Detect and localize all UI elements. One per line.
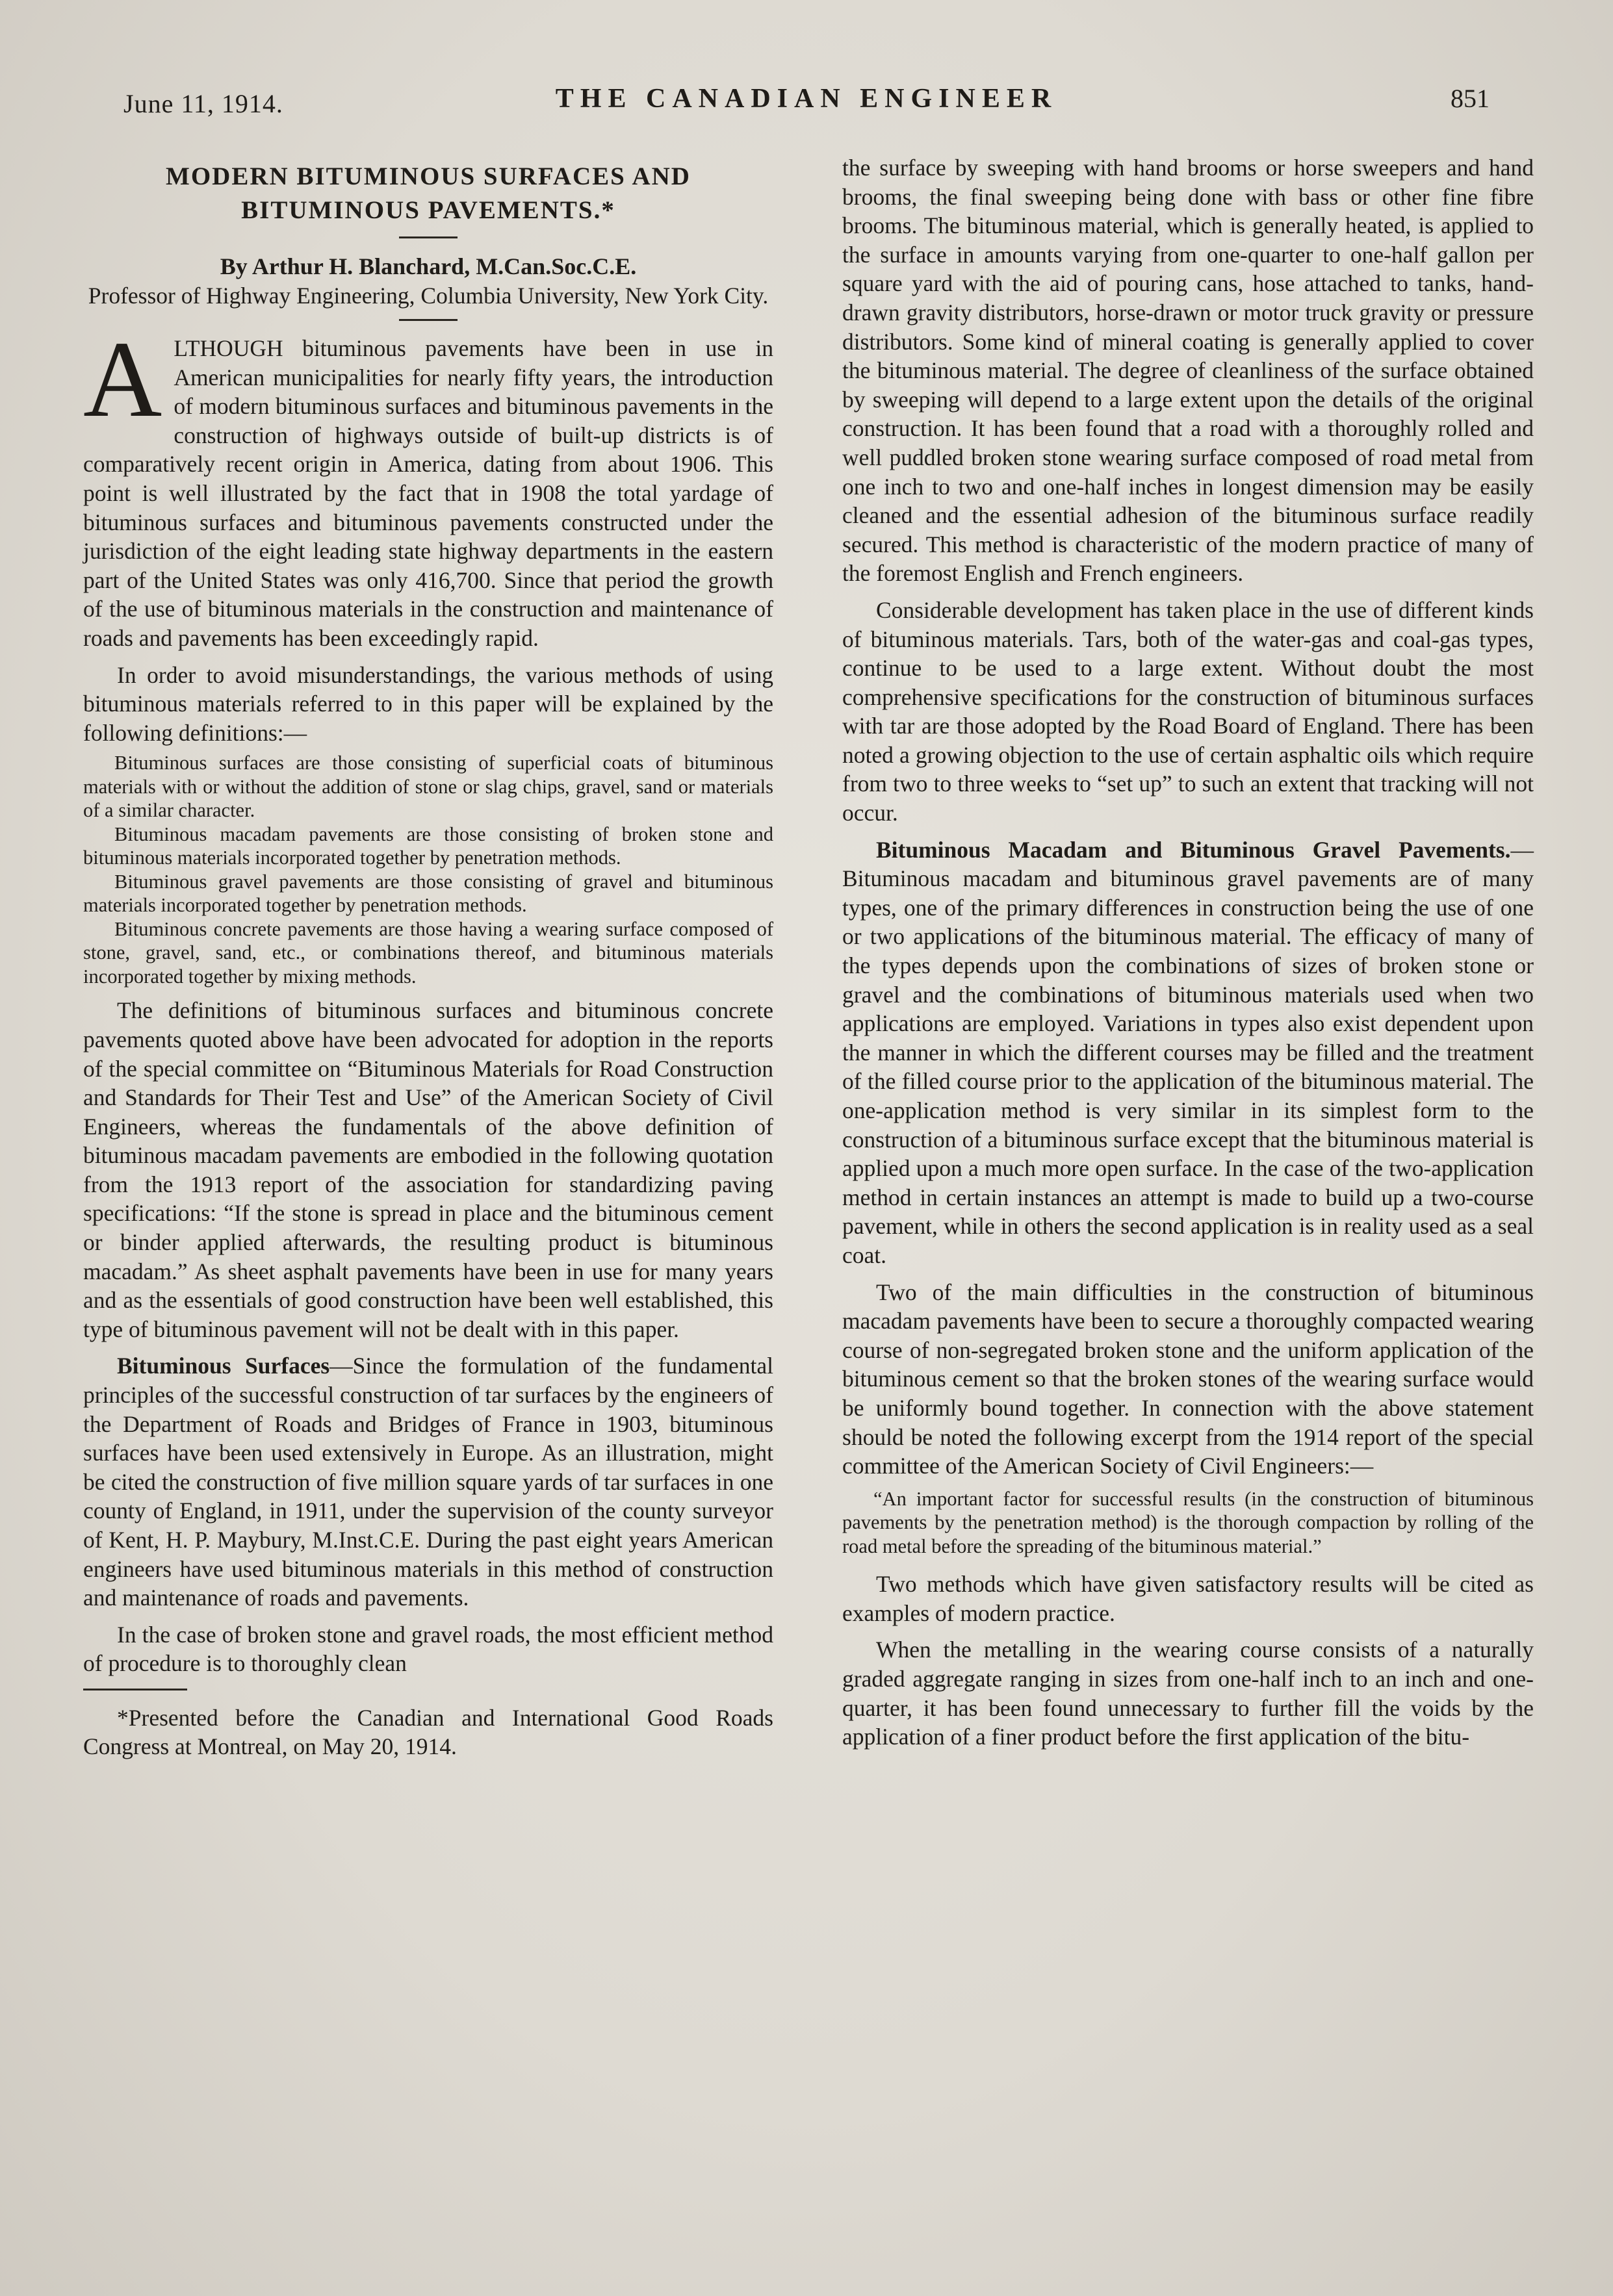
drop-cap: A xyxy=(83,319,162,440)
author-byline: By Arthur H. Blanchard, M.Can.Soc.C.E. xyxy=(220,253,637,279)
footnote xyxy=(83,1703,773,1761)
intro-text: LTHOUGH bituminous pavements have been in use in American municipalities for nearly fifty years, the introduction of modern bituminous surfaces and bituminous pavements in the construction of highways outside of built-up districts is of comparatively recent origin in America, dating from about 1906. This point is well illustrated by the fact that in 1908 the total yardage of bituminous surfaces and bituminous pavements constructed under the jurisdiction of the eight leading state highway departments in the eastern part of the United States was only 416,700. Since that period the growth of the use of bituminous materials in the construction and maintenance of roads and pavements has been exceedingly rapid. xyxy=(83,335,773,651)
intro-paragraph xyxy=(83,319,773,653)
page-number: 851 xyxy=(1451,84,1490,113)
issue-date: June 11, 1914. xyxy=(123,89,283,118)
development-paragraph: Considerable development has taken place in the use of different kinds of bituminous materials. Tars, both of the water-gas and coal-gas types, continue to be used to a large extent. Without doubt the most comprehensive specifications for the construction of bituminous surfaces with tar are those adopted by the Road Board of England. There has been noted a growing objection to the use of certain asphaltic oils which require from two to three weeks to “set up” to such an extent that tracking will not occur. xyxy=(842,596,1534,826)
surfaces-paragraph xyxy=(83,1351,773,1612)
definition-item: Bituminous concrete pavements are those having a wearing surface composed of stone, gravel, sand, etc., or combinations thereof, and bituminous materials incorporated together by mixing methods. xyxy=(83,917,773,988)
two-methods-paragraph: Two methods which have given satisfactory results will be cited as examples of modern practice. xyxy=(842,1571,1534,1626)
title-rule xyxy=(399,236,458,238)
section-heading-surfaces: Bituminous Surfaces xyxy=(117,1353,330,1379)
section-heading-macadam: Bituminous Macadam and Bituminous Gravel Pavements. xyxy=(876,836,1511,863)
definition-item: Bituminous surfaces are those consisting of superficial coats of bituminous materials with or without the addition of stone or slag chips, gravel, sand or materials of a similar character. xyxy=(83,752,773,822)
definition-item: Bituminous macadam pavements are those consisting of broken stone and bituminous materials incorporated together by penetration methods. xyxy=(83,823,773,869)
definition-item: Bituminous gravel pavements are those consisting of gravel and bituminous materials incorporated together by penetration methods. xyxy=(83,870,773,917)
article-title: MODERN BITUMINOUS SURFACES AND BITUMINOUS PAVEMENTS.* xyxy=(166,162,691,224)
sweeping-paragraph: the surface by sweeping with hand brooms or horse sweepers and hand brooms, the final sweeping being done with bass or other fine fibre brooms. The bituminous material, which is generally heated, is applied to the surface in amounts varying from one-quarter to one-half gallon per square yard with the aid of pouring cans, hose attached to tanks, hand-drawn gravity distributors, horse-drawn or motor truck gravity or pressure distributors. Some kind of mineral coating is generally applied to cover the bituminous material. The degree of cleanliness of the surface obtained by sweeping will depend to a large extent upon the details of the original construction. It has been found that a road with a thoroughly rolled and well puddled broken stone wearing surface composed of road metal from one inch to two and one-half inches in longest dimension may be easily cleaned and the essential adhesion of the bituminous surface readily secured. This method is characteristic of the modern practice of many of the foremost English and French engineers. xyxy=(842,155,1534,587)
broken-stone-paragraph: In the case of broken stone and gravel roads, the most efficient method of procedure is to thoroughly clean xyxy=(83,1621,773,1677)
right-column xyxy=(842,153,1534,1752)
definitions-discussion: The definitions of bituminous surfaces and bituminous concrete pavements quoted above have been advocated for adoption in the reports of the special committee on “Bituminous Materials for Road Construction and Standards for Their Test and Use” of the American Society of Civil Engineers, whereas the fundamentals of the above definition of bituminous macadam pavements are embodied in the following quotation from the 1913 report of the association for standardizing paving specifications: “If the stone is spread in place and the bituminous cement or binder applied afterwards, the resulting product is bituminous macadam.” As sheet asphalt pavements have been in use for many years and as the essentials of good construction have been well established, this type of bituminous pavement will not be dealt with in this paper. xyxy=(83,997,773,1342)
macadam-text: —Bituminous macadam and bituminous gravel pavements are of many types, one of the primary differences in construction being the use of one or two applications of the bituminous material. The efficacy of many of the types depends upon the combinations of sizes of broken stone or gravel and the combinations of bituminous materials used when two applications are employed. Variations in types also exist dependent upon the manner in which the different courses may be filled and the treatment of the filled course prior to the application of the bituminous material. The one-application method is very similar in its simplest form to the construction of a bituminous surface except that the bituminous material is applied upon a much more open surface. In the case of the two-application method in certain instances an attempt is made to build up a two-course pavement, while in others the second application is in reality used as a seal coat. xyxy=(842,836,1534,1268)
block-quote xyxy=(842,1487,1534,1559)
journal-title: THE CANADIAN ENGINEER xyxy=(555,84,1058,114)
macadam-paragraph xyxy=(842,835,1534,1270)
metalling-paragraph: When the metalling in the wearing course consists of a naturally graded aggregate ranging in sizes from one-half inch to an inch and one-quarter, it has been found unnecessary to further fill the voids by the application of a finer product before the first application of the bitu- xyxy=(842,1637,1534,1750)
difficulties-paragraph: Two of the main difficulties in the construction of bituminous macadam pavements have been to secure a thoroughly compacted wearing course of non-segregated broken stone and the uniform application of the bituminous cement so that the broken stones of the wearing surface would be uniformly bound together. In connection with the above statement should be noted the following excerpt from the 1914 report of the special committee of the American Society of Civil Engineers:— xyxy=(842,1279,1534,1479)
running-head xyxy=(123,83,1490,122)
footnote-text: *Presented before the Canadian and International Good Roads Congress at Montreal, on May 20, 1914. xyxy=(83,1704,773,1759)
quote-text: “An important factor for successful results (in the construction of bituminous pavements by the penetration method) is the thorough compaction by rolling of the road metal before the spreading of the bituminous material.” xyxy=(842,1487,1534,1557)
surfaces-text: —Since the formulation of the fundamental principles of the successful construction of tar surfaces by the engineers of the Department of Roads and Bridges of France in 1903, bituminous surfaces have been used extensively in Europe. As an illustration, might be cited the construction of five million square yards of tar surfaces in one county of England, in 1911, under the supervision of the county surveyor of Kent, H. P. Maybury, M.Inst.C.E. During the past eight years American engineers have used bituminous materials in this method of construction and maintenance of roads and pavements. xyxy=(83,1353,773,1611)
definitions-intro: In order to avoid misunderstandings, the various methods of using bituminous materials referred to in this paper will be explained by the following definitions:— xyxy=(83,661,773,746)
byline-rule xyxy=(399,319,458,321)
definitions-list xyxy=(83,751,773,988)
left-column xyxy=(83,156,773,1761)
footnote-rule xyxy=(83,1689,187,1690)
author-affiliation: Professor of Highway Engineering, Columbia University, New York City. xyxy=(88,283,769,309)
